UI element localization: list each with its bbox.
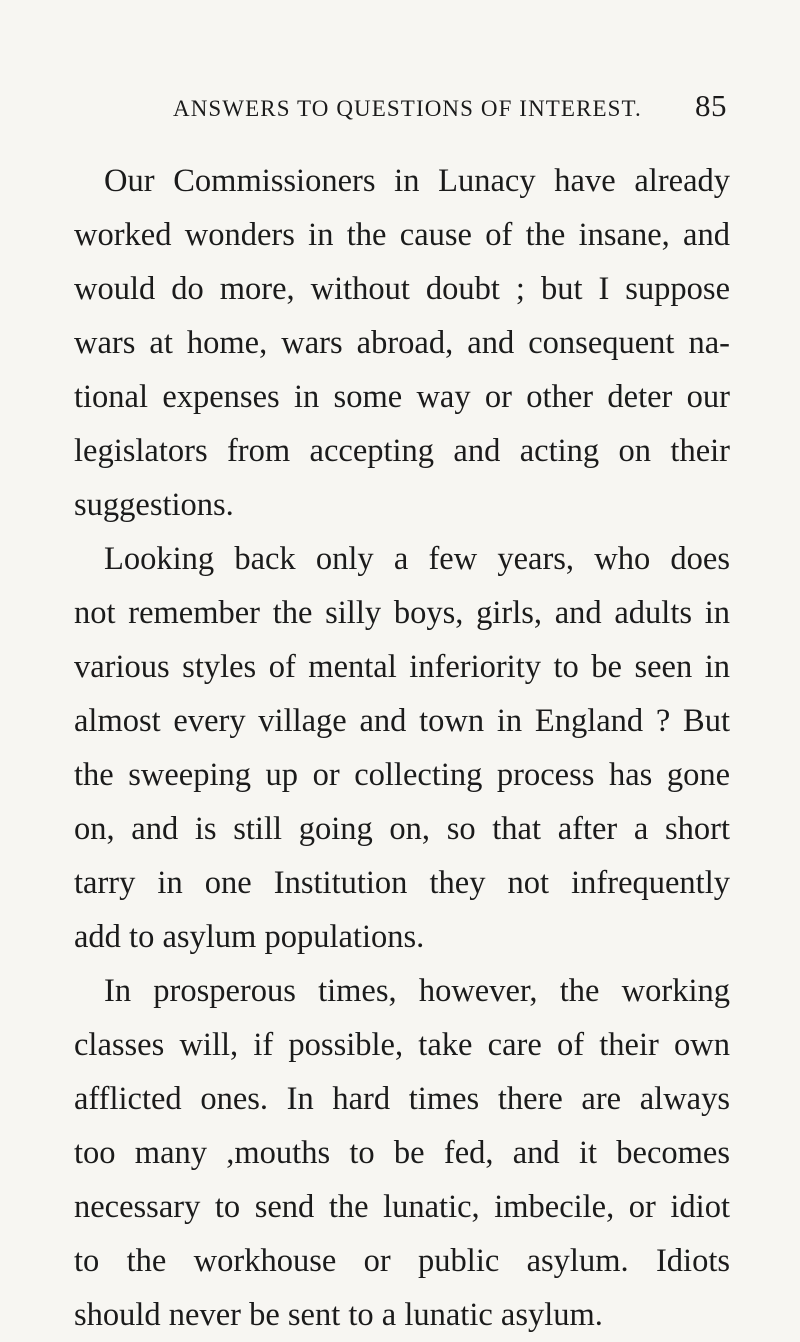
text-line: Looking back only a few years, who does <box>104 541 730 577</box>
running-head <box>173 88 727 124</box>
text-line: afflicted ones. In hard times there are always <box>74 1081 730 1117</box>
text-line: tional expenses in some way or other deter our <box>74 379 730 415</box>
text-line: wars at home, wars abroad, and consequent na- <box>74 325 730 361</box>
text-line: tarry in one Institution they not infrequently <box>74 865 730 901</box>
text-line: Our Commissioners in Lunacy have already <box>104 163 730 199</box>
paragraph-looking-back <box>74 532 730 964</box>
text-line: to the workhouse or public asylum. Idiots <box>74 1243 730 1279</box>
text-line: In prosperous times, however, the working <box>104 973 730 1009</box>
text-line: on, and is still going on, so that after a short <box>74 811 730 847</box>
text-line: should never be sent to a lunatic asylum. <box>74 1297 603 1333</box>
text-line: the sweeping up or collecting process has gone <box>74 757 730 793</box>
text-line: suggestions. <box>74 487 234 523</box>
text-line: various styles of mental inferiority to be seen in <box>74 649 730 685</box>
text-line: worked wonders in the cause of the insane, and <box>74 217 730 253</box>
page-number: 85 <box>695 88 727 123</box>
paragraph-prosperous-times <box>74 964 730 1342</box>
text-line: add to asylum populations. <box>74 919 425 955</box>
text-line: classes will, if possible, take care of their own <box>74 1027 730 1063</box>
text-line: necessary to send the lunatic, imbecile, or idiot <box>74 1189 730 1225</box>
text-line: legislators from accepting and acting on their <box>74 433 730 469</box>
text-line: almost every village and town in England ? But <box>74 703 730 739</box>
body-text <box>74 154 730 1342</box>
text-line: would do more, without doubt ; but I suppose <box>74 271 730 307</box>
running-title: ANSWERS TO QUESTIONS OF INTEREST. <box>173 96 642 121</box>
paragraph-commissioners <box>74 154 730 532</box>
text-line: too many ,mouths to be fed, and it becomes <box>74 1135 730 1171</box>
text-line: not remember the silly boys, girls, and adults in <box>74 595 730 631</box>
